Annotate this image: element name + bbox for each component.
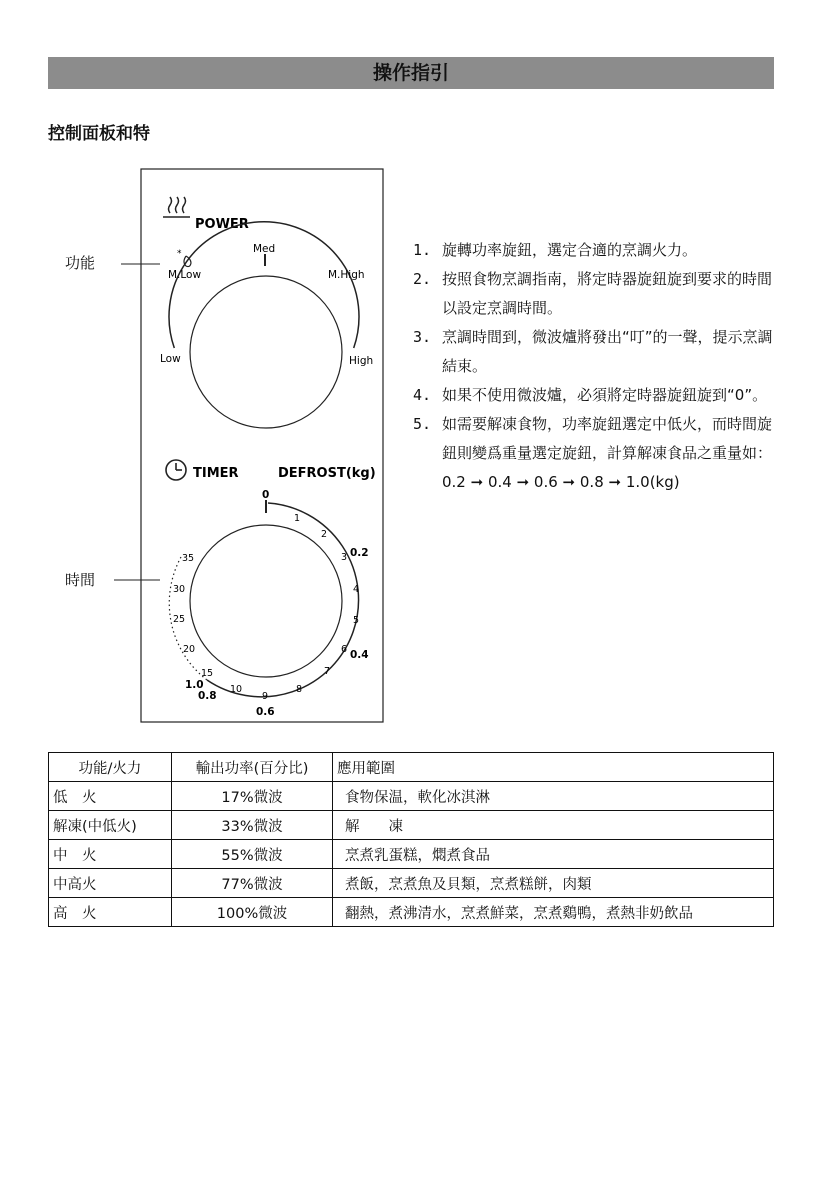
instruction-item: 5. 如需要解凍食物，功率旋鈕選定中低火，而時間旋鈕則變爲重量選定旋鈕，計算解凍食品之重量如：0.2 ➞ 0.4 ➞ 0.6 ➞ 0.8 ➞ 1.0(kg) bbox=[413, 415, 773, 491]
defrost-mark: 0.8 bbox=[198, 690, 217, 702]
defrost-mark: 0.4 bbox=[350, 649, 369, 661]
timer-mark: 20 bbox=[183, 644, 196, 655]
table-cell: 中 火 bbox=[49, 840, 172, 869]
svg-text:*: * bbox=[177, 249, 182, 259]
table-cell: 中高火 bbox=[49, 869, 172, 898]
power-mark-low: Low bbox=[160, 353, 181, 365]
table-header: 輸出功率(百分比) bbox=[172, 753, 333, 782]
table-cell: 33%微波 bbox=[172, 811, 333, 840]
defrost-mark: 0.6 bbox=[256, 706, 275, 718]
table-cell: 烹煮乳蛋糕，燜煮食品 bbox=[333, 840, 774, 869]
table-cell: 100%微波 bbox=[172, 898, 333, 927]
timer-mark: 0 bbox=[262, 489, 270, 501]
timer-mark: 30 bbox=[173, 584, 186, 595]
instruction-item: 4. 如果不使用微波爐，必須將定時器旋鈕旋到“0”。 bbox=[413, 386, 768, 404]
instruction-item: 3. 烹調時間到，微波爐將發出“叮”的一聲，提示烹調結束。 bbox=[413, 328, 773, 375]
timer-mark: 7 bbox=[324, 666, 331, 677]
timer-mark: 5 bbox=[353, 615, 360, 626]
timer-mark: 35 bbox=[182, 553, 195, 564]
timer-knob bbox=[190, 525, 342, 677]
power-mark-high: High bbox=[349, 355, 374, 367]
instructions-list bbox=[413, 236, 783, 497]
power-mark-mhigh: M.High bbox=[328, 269, 365, 281]
table-cell: 77%微波 bbox=[172, 869, 333, 898]
table-cell: 煮飯，烹煮魚及貝類，烹煮糕餅，肉類 bbox=[333, 869, 774, 898]
table-row bbox=[49, 898, 774, 927]
table-row bbox=[49, 840, 774, 869]
instruction-item: 1. 旋轉功率旋鈕，選定合適的烹調火力。 bbox=[413, 241, 698, 259]
table-cell: 17%微波 bbox=[172, 782, 333, 811]
table-cell: 翻熱，煮沸清水，烹煮鮮菜，烹煮鷄鴨，煮熱非奶飲品 bbox=[333, 898, 774, 927]
timer-mark: 2 bbox=[321, 529, 328, 540]
power-icon bbox=[163, 197, 190, 217]
table-row bbox=[49, 811, 774, 840]
power-knob bbox=[190, 276, 342, 428]
power-mark-med: Med bbox=[253, 243, 276, 255]
table-cell: 55%微波 bbox=[172, 840, 333, 869]
table-cell: 低 火 bbox=[49, 782, 172, 811]
function-label: 功能 bbox=[65, 254, 96, 272]
timer-mark: 6 bbox=[341, 644, 348, 655]
clock-icon bbox=[166, 460, 186, 480]
timer-mark: 1 bbox=[294, 513, 301, 524]
timer-mark: 3 bbox=[341, 552, 348, 563]
timer-mark: 4 bbox=[353, 584, 360, 595]
table-row bbox=[49, 869, 774, 898]
table-header: 功能/火力 bbox=[49, 753, 172, 782]
timer-mark: 15 bbox=[201, 668, 214, 679]
timer-mark: 25 bbox=[173, 614, 186, 625]
instruction-item: 2. 按照食物烹調指南，將定時器旋鈕旋到要求的時間以設定烹調時間。 bbox=[413, 270, 773, 317]
table-cell: 解 凍 bbox=[333, 811, 774, 840]
power-scale-arc bbox=[169, 222, 359, 348]
table-cell: 高 火 bbox=[49, 898, 172, 927]
table-cell: 食物保温，軟化冰淇淋 bbox=[333, 782, 774, 811]
table-row bbox=[49, 782, 774, 811]
timer-mark: 8 bbox=[296, 684, 303, 695]
power-level-table bbox=[48, 752, 774, 927]
power-label: POWER bbox=[195, 217, 249, 232]
time-label: 時間 bbox=[65, 571, 96, 589]
section-title: 控制面板和特 bbox=[48, 124, 150, 144]
defrost-mark: 0.2 bbox=[350, 547, 369, 559]
defrost-mark: 1.0 bbox=[185, 679, 204, 691]
timer-mark: 10 bbox=[230, 684, 243, 695]
timer-mark: 9 bbox=[262, 691, 269, 702]
power-mark-mlow: M.Low bbox=[168, 269, 202, 281]
table-cell: 解凍(中低火) bbox=[49, 811, 172, 840]
table-header-row bbox=[49, 753, 774, 782]
page-title: 操作指引 bbox=[372, 62, 449, 84]
table-header: 應用範圍 bbox=[333, 753, 774, 782]
defrost-label: DEFROST(kg) bbox=[278, 466, 376, 481]
timer-label: TIMER bbox=[193, 466, 239, 481]
